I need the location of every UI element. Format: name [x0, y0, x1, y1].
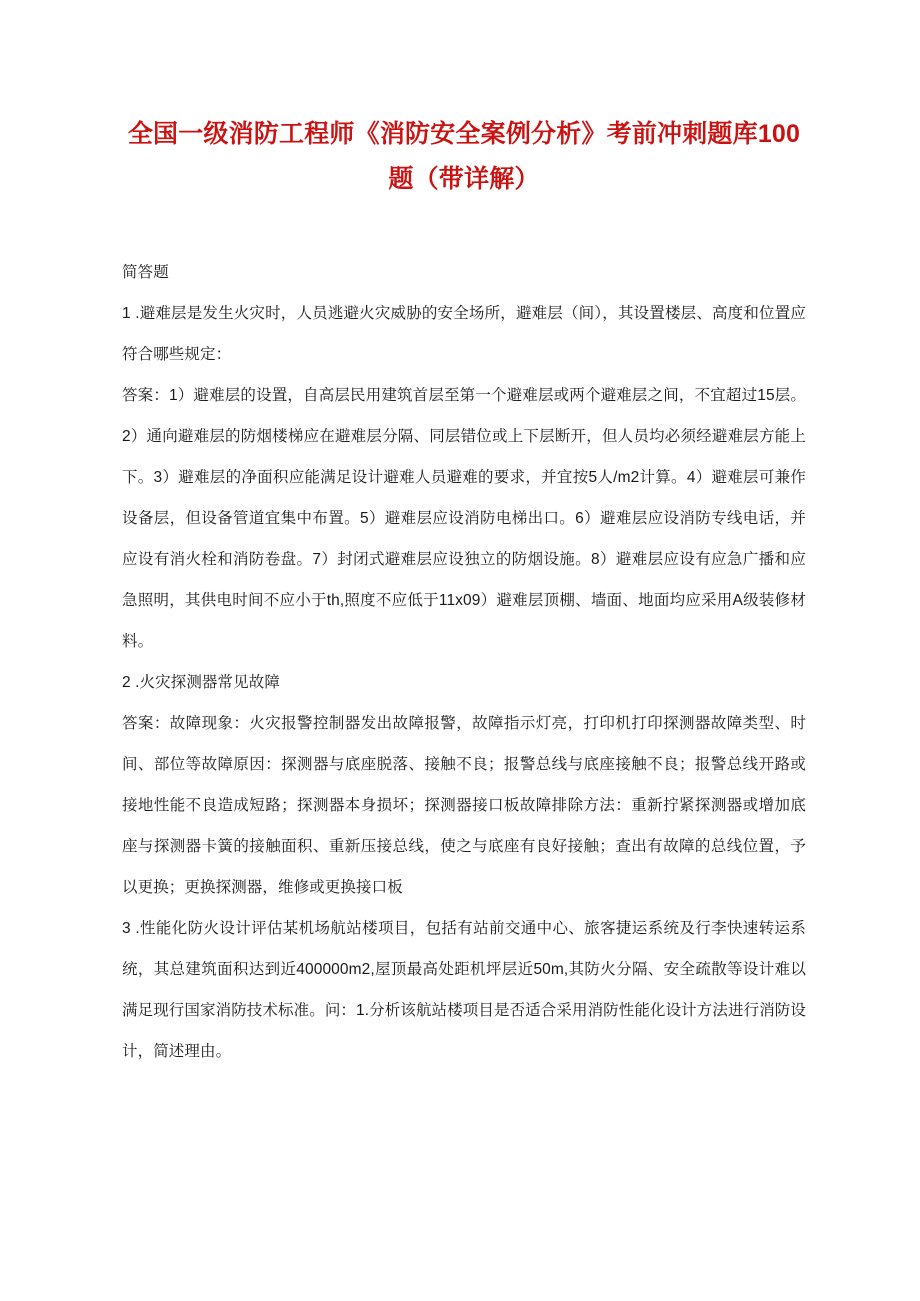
section-label-short-answer: 简答题: [122, 264, 169, 281]
question-3-prompt: 3 .性能化防火设计评估某机场航站楼项目，包括有站前交通中心、旅客捷运系统及行李快速转运系统，其总建筑面积达到近400000m2,屋顶最高处距机坪层近50m,其防火分隔、安全疏散等设计难以满足现行国家消防技术标准。问：1.分析该航站楼项目是否适合采用消防性能化设计方法进行消防设计，简述理由。: [122, 920, 806, 1060]
document-body: [122, 202, 806, 1072]
question-1-answer: 答案：1）避难层的设置，自高层民用建筑首层至第一个避难层或两个避难层之间，不宜超过15层。2）通向避难层的防烟楼梯应在避难层分隔、同层错位或上下层断开，但人员均必须经避难层方能上下。3）避难层的净面积应能满足设计避难人员避难的要求，并宜按5人/m2计算。4）避难层可兼作设备层，但设备管道宜集中布置。5）避难层应设消防电梯出口。6）避难层应设消防专线电话，并应设有消火栓和消防卷盘。7）封闭式避难层应设独立的防烟设施。8）避难层应设有应急广播和应急照明，其供电时间不应小于th,照度不应低于11x09）避难层顶棚、墙面、地面均应采用A级装修材料。: [122, 387, 806, 650]
page-title: 全国一级消防工程师《消防安全案例分析》考前冲刺题库100题（带详解）: [127, 120, 801, 193]
question-2-prompt: 2 .火灾探测器常见故障: [122, 674, 280, 691]
question-1-prompt: 1 .避难层是发生火灾时，人员逃避火灾威胁的安全场所，避难层（间），其设置楼层、高度和位置应符合哪些规定：: [122, 305, 806, 363]
document-content: [122, 0, 806, 1072]
question-2-answer: 答案：故障现象：火灾报警控制器发出故障报警，故障指示灯亮，打印机打印探测器故障类型、时间、部位等故障原因：探测器与底座脱落、接触不良；报警总线与底座接触不良；报警总线开路或接地性能不良造成短路；探测器本身损坏；探测器接口板故障排除方法：重新拧紧探测器或增加底座与探测器卡簧的接触面积、重新压接总线，使之与底座有良好接触；查出有故障的总线位置，予以更换；更换探测器，维修或更换接口板: [122, 715, 806, 896]
